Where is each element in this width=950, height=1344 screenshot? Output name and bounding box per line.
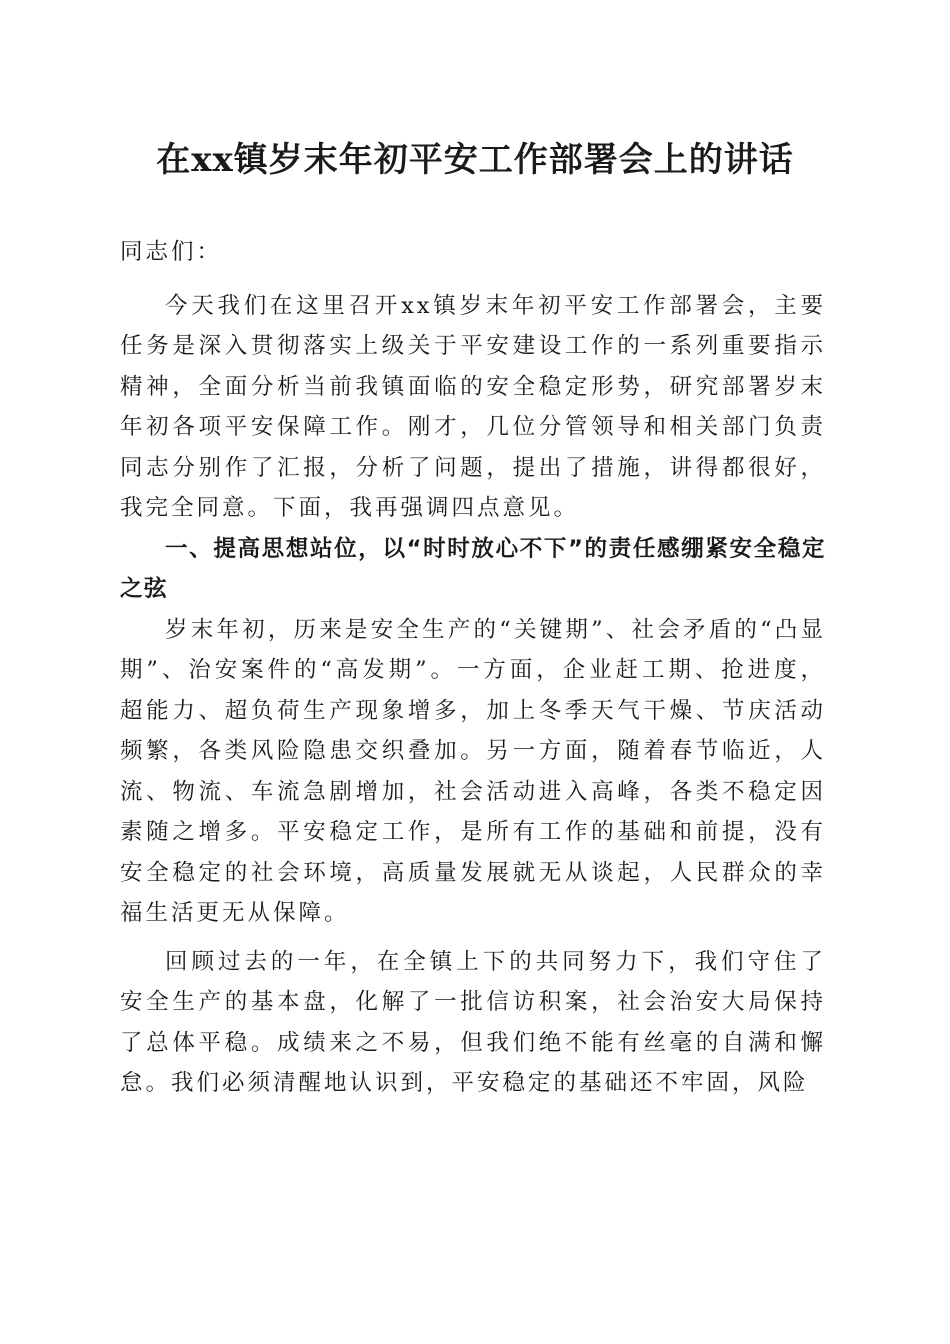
paragraph-situation: 岁末年初，历来是安全生产的“关键期”、社会矛盾的“凸显期”、治安案件的“高发期”。一方面，企业赶工期、抢进度，超能力、超负荷生产现象增多，加上冬季天气干燥、节庆活动频繁，各类风险隐患交织叠加。另一方面，随着春节临近，人流、物流、车流急剧增加，社会活动进入高峰，各类不稳定因素随之增多。平安稳定工作，是所有工作的基础和前提，没有安全稳定的社会环境，高质量发展就无从谈起，人民群众的幸福生活更无从保障。 <box>120 616 826 926</box>
document-body <box>120 232 826 1104</box>
document-title: 在xx镇岁末年初平安工作部署会上的讲话 <box>156 140 794 180</box>
paragraph-review: 回顾过去的一年，在全镇上下的共同努力下，我们守住了安全生产的基本盘，化解了一批信访积案，社会治安大局保持了总体平稳。成绩来之不易，但我们绝不能有丝毫的自满和懈怠。我们必须清醒地认识到，平安稳定的基础还不牢固，风险 <box>120 948 826 1096</box>
salutation: 同志们： <box>120 239 223 265</box>
section-heading-1: 一、提高思想站位，以“时时放心不下”的责任感绷紧安全稳定之弦 <box>120 535 826 602</box>
paragraph-intro: 今天我们在这里召开xx镇岁末年初平安工作部署会，主要任务是深入贯彻落实上级关于平安建设工作的一系列重要指示精神，全面分析当前我镇面临的安全稳定形势，研究部署岁末年初各项平安保障工作。刚才，几位分管领导和相关部门负责同志分别作了汇报，分析了问题，提出了措施，讲得都很好，我完全同意。下面，我再强调四点意见。 <box>120 292 826 521</box>
